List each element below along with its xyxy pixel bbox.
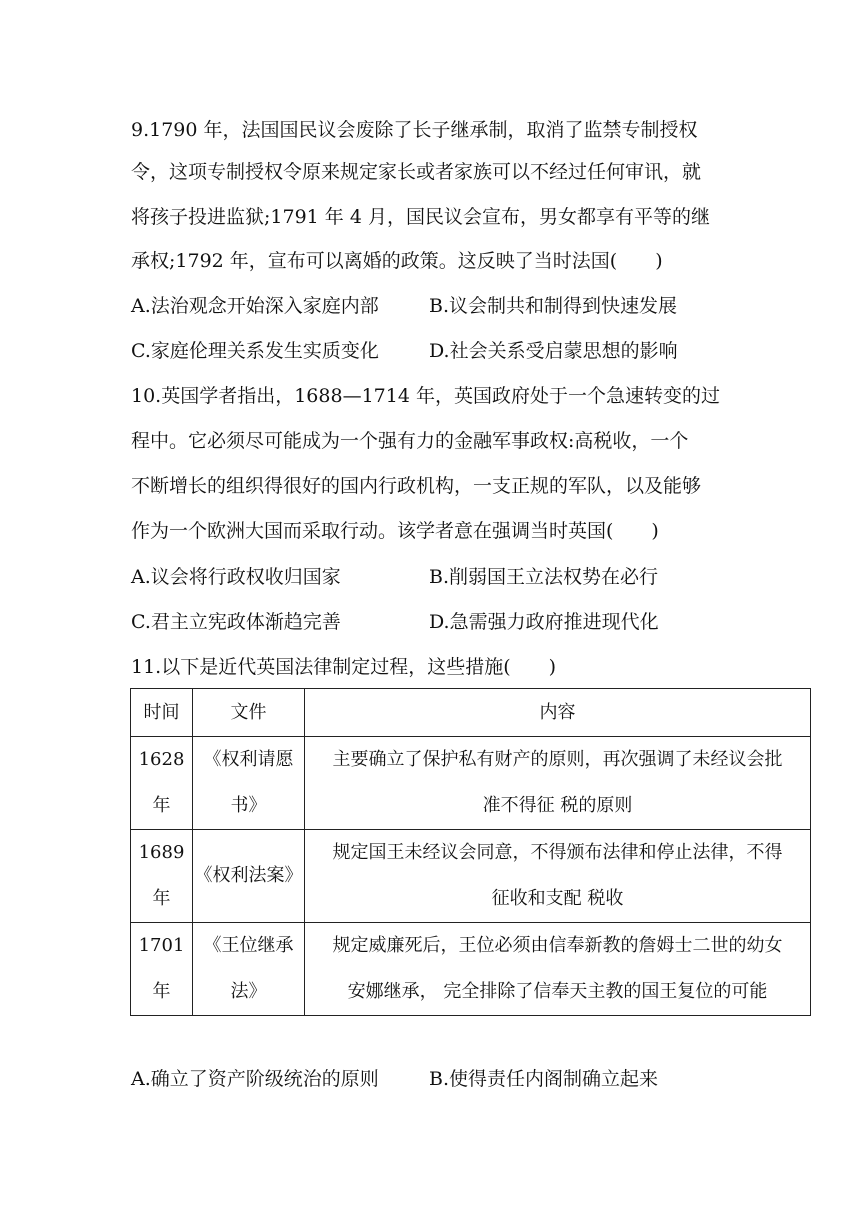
table-header-content: 内容: [305, 689, 811, 737]
table-header-document: 文件: [193, 689, 305, 737]
q9-stem-line-3: 将孩子投进监狱;1791 年 4 月，国民议会宣布，男女都享有平等的继: [131, 206, 710, 228]
content-line: 主要确立了保护私有财产的原则，再次强调了未经议会批: [332, 749, 783, 770]
document-line: 《王位继承: [203, 935, 294, 956]
table-cell-content: [305, 830, 811, 923]
table-cell-document: [193, 923, 305, 1016]
q10-option-a: A.议会将行政权收归国家: [131, 566, 341, 588]
q9-stem-line-2: 令，这项专制授权令原来规定家长或者家族可以不经过任何审讯，就: [131, 161, 702, 183]
q10-stem-line-2: 程中。它必须尽可能成为一个强有力的金融军事政权:高税收，一个: [131, 430, 689, 452]
time-line: 1628: [138, 749, 185, 770]
content-line: 准不得征 税的原则: [482, 795, 633, 816]
time-line: 1689: [138, 842, 185, 863]
document-line: 书》: [230, 795, 267, 816]
q9-option-a: A.法治观念开始深入家庭内部: [131, 295, 379, 317]
time-line: 年: [152, 795, 171, 816]
table-cell-time: [131, 737, 193, 830]
table-row: [131, 923, 811, 1016]
q9-option-b: B.议会制共和制得到快速发展: [429, 295, 678, 317]
q10-option-d: D.急需强力政府推进现代化: [429, 611, 659, 633]
table-cell-content: [305, 923, 811, 1016]
table-cell-time: [131, 923, 193, 1016]
document-line: 《权利法案》: [194, 865, 303, 886]
table-cell-content: [305, 737, 811, 830]
content-line: 安娜继承， 完全排除了信奉天主教的国王复位的可能: [347, 981, 768, 1002]
q11-stem: 11.以下是近代英国法律制定过程，这些措施( ): [131, 656, 557, 678]
table-row: [131, 830, 811, 923]
q11-option-a: A.确立了资产阶级统治的原则: [131, 1068, 379, 1090]
q10-option-b: B.削弱国王立法权势在必行: [429, 566, 659, 588]
time-line: 1701: [138, 935, 185, 956]
q9-option-c: C.家庭伦理关系发生实质变化: [131, 340, 379, 362]
table-cell-time: [131, 830, 193, 923]
document-line: 《权利请愿: [203, 749, 294, 770]
q9-option-d: D.社会关系受启蒙思想的影响: [429, 340, 678, 362]
document-line: 法》: [230, 981, 267, 1002]
table-row: [131, 737, 811, 830]
table-header-time: 时间: [131, 689, 193, 737]
time-line: 年: [152, 888, 171, 909]
q10-option-c: C.君主立宪政体渐趋完善: [131, 611, 341, 633]
table-header-row: [131, 689, 811, 737]
content-line: 规定威廉死后，王位必须由信奉新教的詹姆士二世的幼女: [332, 935, 783, 956]
table-cell-document: [193, 737, 305, 830]
table-cell-document: [193, 830, 305, 923]
q10-stem-line-4: 作为一个欧洲大国而采取行动。该学者意在强调当时英国( ): [131, 520, 659, 542]
time-line: 年: [152, 981, 171, 1002]
q9-stem-line-4: 承权;1792 年，宣布可以离婚的政策。这反映了当时法国( ): [131, 250, 663, 272]
law-table: [130, 688, 811, 1016]
q10-stem-line-3: 不断增长的组织得很好的国内行政机构，一支正规的军队，以及能够: [131, 475, 702, 497]
content-line: 征收和支配 税收: [491, 888, 624, 909]
q11-option-b: B.使得责任内阁制确立起来: [429, 1068, 659, 1090]
q10-stem-line-1: 10.英国学者指出，1688—1714 年，英国政府处于一个急速转变的过: [131, 385, 720, 407]
q9-stem-line-1: 9.1790 年，法国国民议会废除了长子继承制，取消了监禁专制授权: [131, 119, 698, 141]
content-line: 规定国王未经议会同意，不得颁布法律和停止法律，不得: [332, 842, 783, 863]
